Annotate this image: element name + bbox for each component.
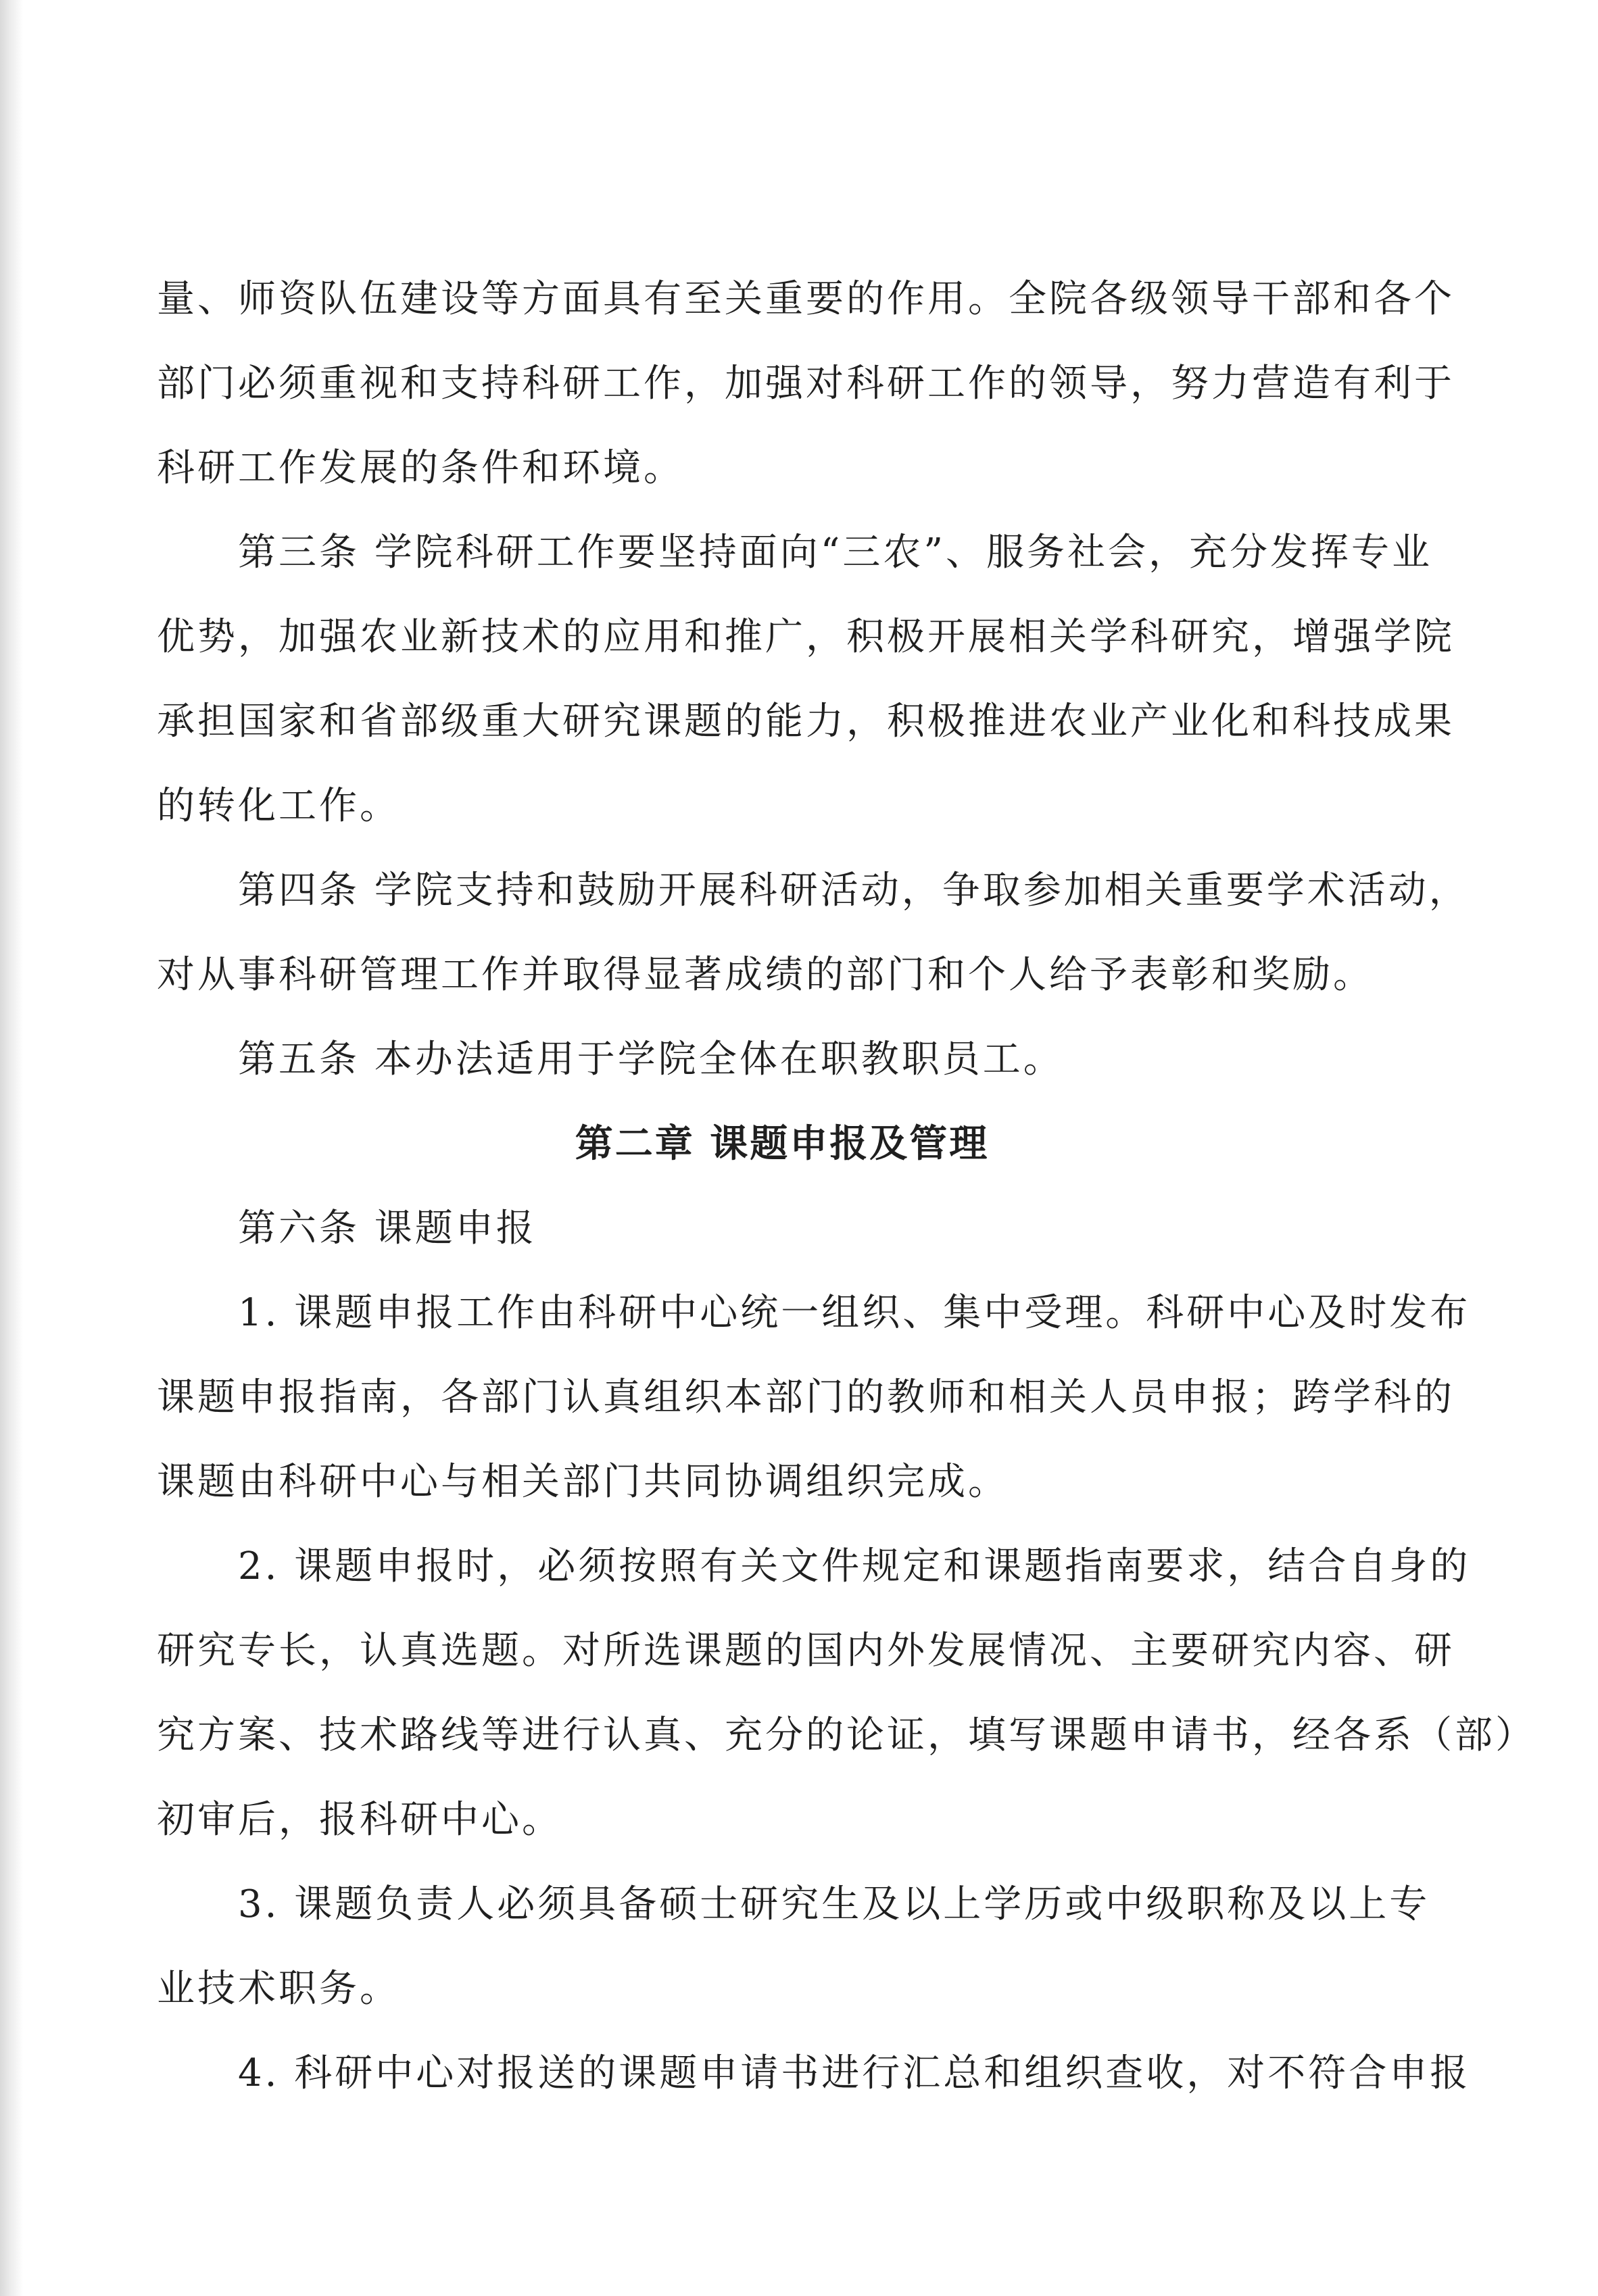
item-1-first-line: 1. 课题申报工作由科研中心统一组织、集中受理。科研中心及时发布 [238,1291,1471,1335]
article-6-title: 第六条 课题申报 [238,1206,537,1250]
article-4-first-line: 第四条 学院支持和鼓励开展科研活动，争取参加相关重要学术活动， [238,869,1470,912]
article-3-first-line: 第三条 学院科研工作要坚持面向“三农”、服务社会，充分发挥专业 [238,531,1433,575]
scan-edge-shadow [0,0,23,2296]
text-line: 初审后，报科研中心。 [157,1798,562,1842]
text-line: 科研工作发展的条件和环境。 [157,446,684,490]
text-line: 部门必须重视和支持科研工作，加强对科研工作的领导，努力营造有利于 [157,362,1455,406]
item-3-first-line: 3. 课题负责人必须具备硕士研究生及以上学历或中级职称及以上专 [238,1882,1430,1926]
text-line: 业技术职务。 [157,1967,400,2011]
text-line: 课题申报指南，各部门认真组织本部门的教师和相关人员申报；跨学科的 [157,1375,1455,1419]
chapter-heading: 第二章 课题申报及管理 [575,1122,990,1166]
item-2-first-line: 2. 课题申报时，必须按照有关文件规定和课题指南要求，结合自身的 [238,1544,1471,1588]
text-line: 课题由科研中心与相关部门共同协调组织完成。 [157,1460,1009,1504]
text-line: 对从事科研管理工作并取得显著成绩的部门和个人给予表彰和奖励。 [157,953,1374,997]
item-4-first-line: 4. 科研中心对报送的课题申请书进行汇总和组织查收，对不符合申报 [238,2051,1471,2095]
document-page [157,257,1536,2116]
text-line: 优势，加强农业新技术的应用和推广，积极开展相关学科研究，增强学院 [157,615,1455,659]
text-line: 研究专长，认真选题。对所选课题的国内外发展情况、主要研究内容、研 [157,1629,1455,1673]
text-line: 究方案、技术路线等进行认真、充分的论证，填写课题申请书，经各系（部） [157,1713,1536,1757]
text-line: 的转化工作。 [157,784,400,828]
text-line: 量、师资队伍建设等方面具有至关重要的作用。全院各级领导干部和各个 [157,277,1455,321]
article-5-line: 第五条 本办法适用于学院全体在职教职员工。 [238,1037,1064,1081]
text-line: 承担国家和省部级重大研究课题的能力，积极推进农业产业化和科技成果 [157,700,1455,743]
